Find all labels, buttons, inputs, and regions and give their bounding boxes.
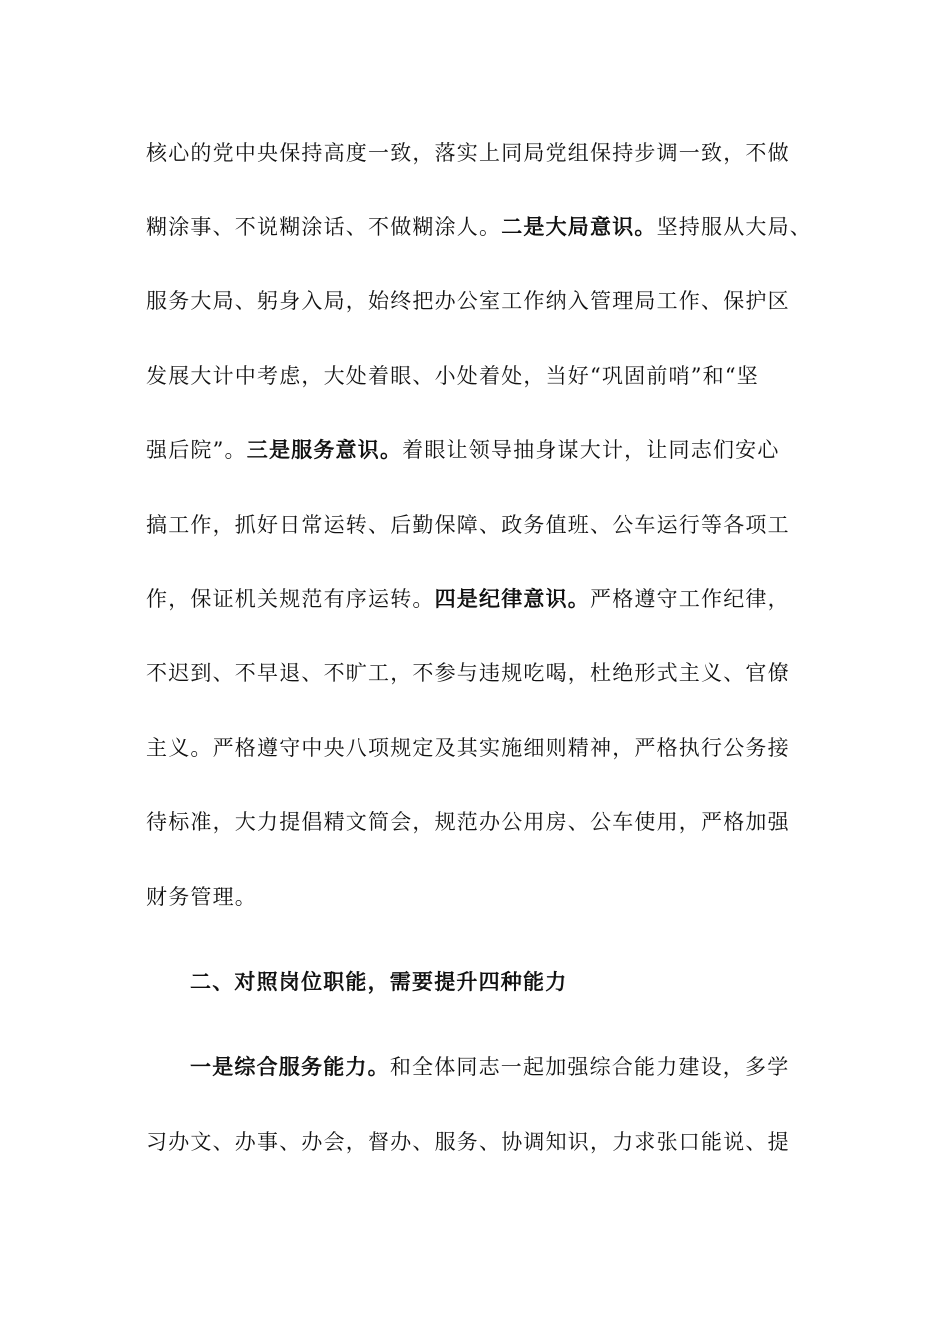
section-heading <box>190 967 567 997</box>
body-text-line <box>146 138 790 168</box>
text-run: 待标准，大力提倡精文简会，规范办公用房、公车使用，严格加强 <box>146 810 790 834</box>
body-text-line <box>146 286 790 316</box>
text-run: 着眼让领导抽身谋大计，让同志们安心 <box>402 438 780 462</box>
text-run: 搞工作，抓好日常运转、后勤保障、政务值班、公车运行等各项工 <box>146 513 790 537</box>
body-text-line <box>146 807 790 837</box>
body-text-line <box>146 435 780 465</box>
text-run: 和全体同志一起加强综合能力建设，多学 <box>389 1055 790 1079</box>
body-text-line <box>146 510 790 540</box>
text-run: 财务管理。 <box>146 885 257 909</box>
body-text-line <box>146 882 257 912</box>
body-text-line <box>146 361 759 391</box>
body-text-line <box>146 584 790 614</box>
text-run: 发展大计中考虑，大处着眼、小处着处，当好“巩固前哨”和“坚 <box>146 364 760 388</box>
text-run: 严格遵守工作纪律， <box>590 587 790 611</box>
heading-text: 二、对照岗位职能，需要提升四种能力 <box>190 969 568 994</box>
bold-lead-phrase: 二是大局意识。 <box>501 214 657 239</box>
text-run: 强后院”。 <box>146 438 247 462</box>
text-run: 习办文、办事、办会，督办、服务、协调知识，力求张口能说、提 <box>146 1130 790 1154</box>
bold-lead-phrase: 一是综合服务能力。 <box>190 1054 390 1079</box>
text-run: 糊涂事、不说糊涂话、不做糊涂人。 <box>146 215 502 239</box>
body-text-line <box>190 1052 789 1082</box>
body-text-line <box>146 658 790 688</box>
text-run: 主义。严格遵守中央八项规定及其实施细则精神，严格执行公务接 <box>146 736 790 760</box>
bold-lead-phrase: 三是服务意识。 <box>246 437 403 462</box>
text-run: 服务大局、躬身入局，始终把办公室工作纳入管理局工作、保护区 <box>146 289 790 313</box>
bold-lead-phrase: 四是纪律意识。 <box>434 586 591 611</box>
text-run: 作，保证机关规范有序运转。 <box>146 587 435 611</box>
text-run: 核心的党中央保持高度一致，落实上同局党组保持步调一致，不做 <box>146 141 790 165</box>
body-text-line <box>146 733 790 763</box>
text-run: 不迟到、不早退、不旷工，不参与违规吃喝，杜绝形式主义、官僚 <box>146 661 790 685</box>
body-text-line <box>146 1127 790 1157</box>
text-run: 坚持服从大局、 <box>656 215 813 239</box>
body-text-line <box>146 212 812 242</box>
